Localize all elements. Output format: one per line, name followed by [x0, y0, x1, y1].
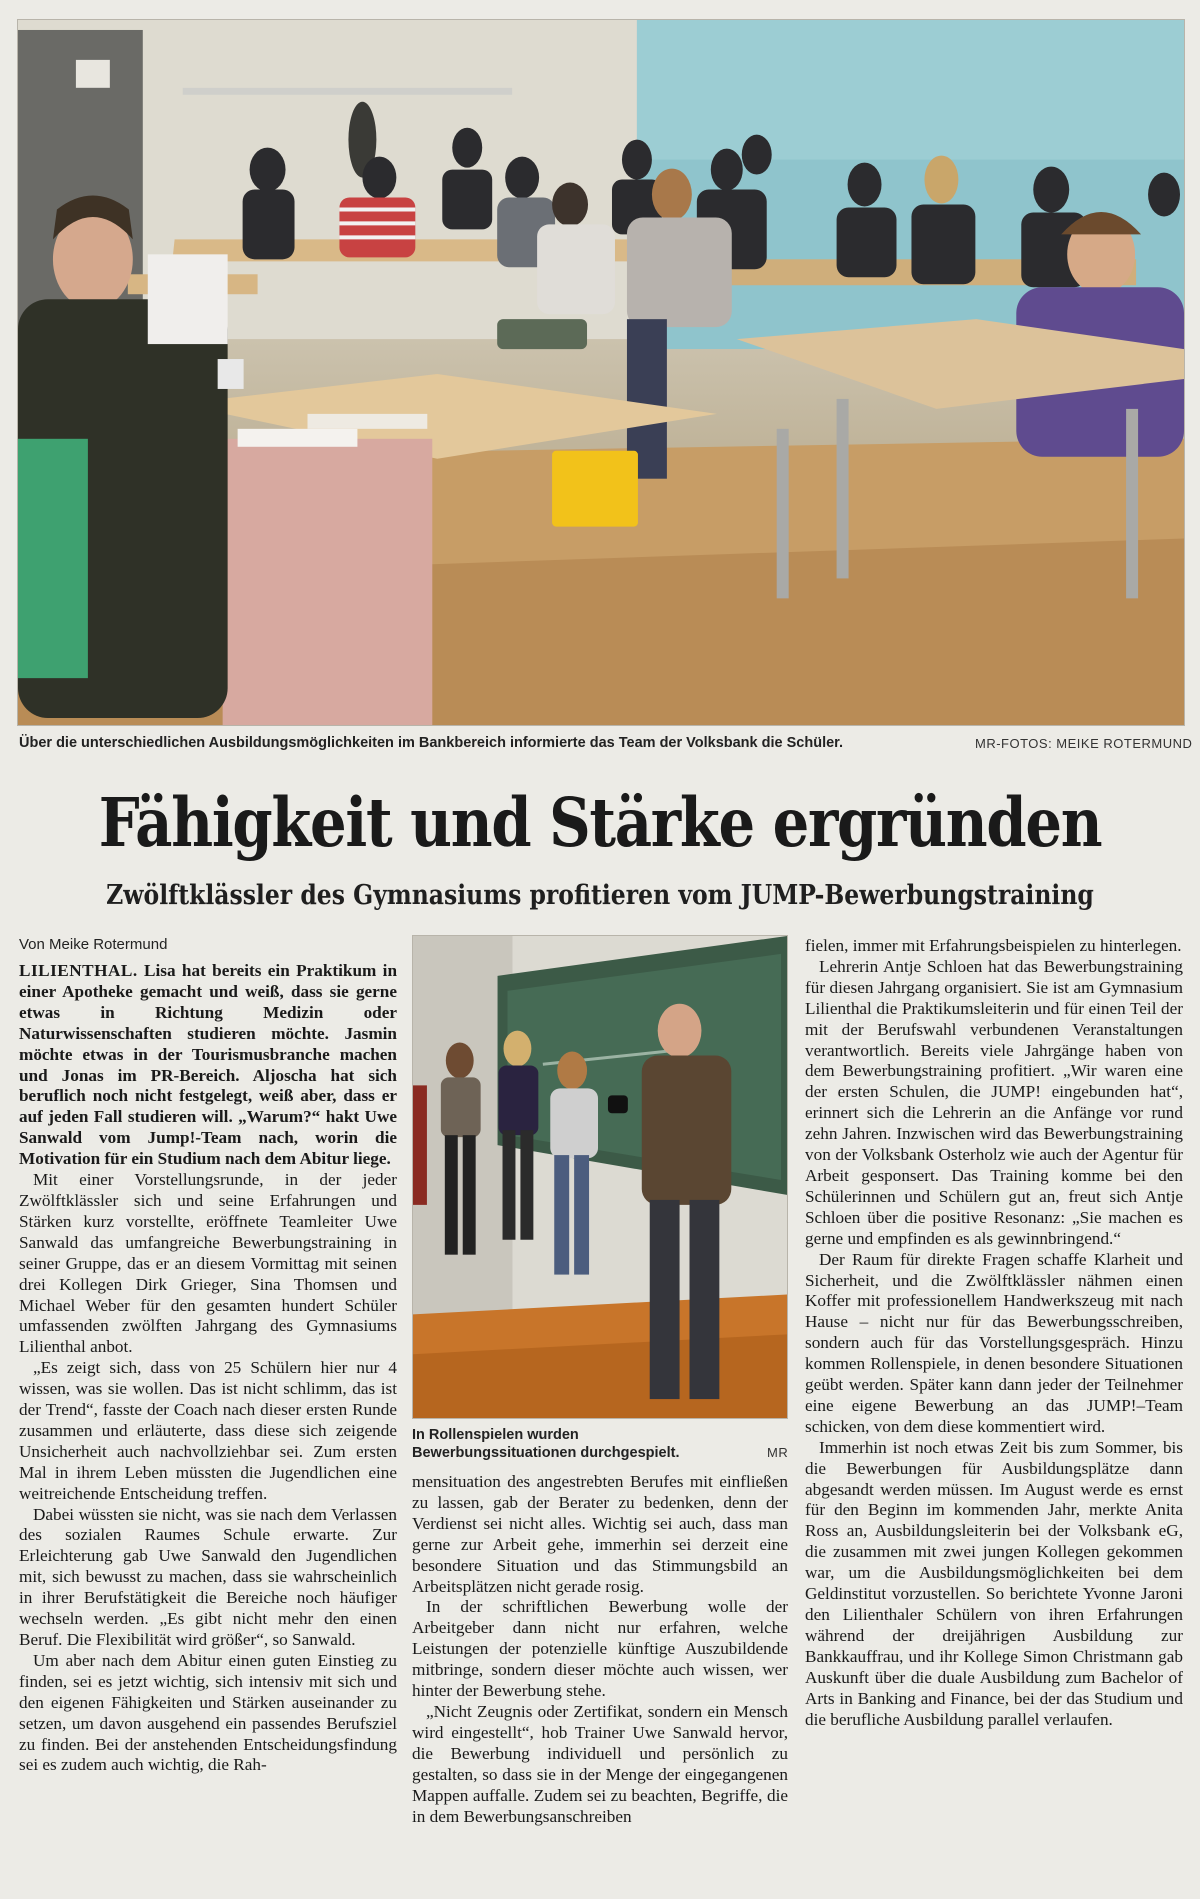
paragraph: Mit einer Vorstellungsrunde, in der jeder Zwölftklässler sich und seine Erfahrungen und Stärken kurz vorstellte, eröffnete Teamleiter Uwe Sanwald das umfangreiche Bewerbungstraining in seiner Gruppe, das er an diesem Vormittag mit seinen drei Kollegen Dirk Grieger, Sina Thomsen und Michael Weber für den gesamten hundert Schüler umfassenden zwölften Jahrgang des Gymnasiums Lilienthal anbot.	[19, 1170, 397, 1357]
classroom-illustration	[18, 20, 1184, 725]
headline: Fähigkeit und Stärke ergründen	[98, 783, 1102, 862]
top-photo-caption: Über die unterschiedlichen Ausbildungsmöglichkeiten im Bankbereich informierte das Team der Volksbank die Schüler.	[19, 735, 844, 751]
paragraph: Der Raum für direkte Fragen schaffe Klarheit und Sicherheit, und die Zwölftklässler nähmen einen Koffer mit professionellem Handwerkszeug mit nach Hause – nicht nur für das Bewerbungsschreiben, sondern auch für das Vorstellungsgespräch. Hinzu kommen Rollenspiele, in denen besondere Situationen geübt werden. Später kann dann jeder der Teilnehmer eine eigene Bewerbung an das JUMP!–Team schicken, von dem diese kommentiert wird.	[805, 1249, 1183, 1436]
paragraph: mensituation des angestrebten Berufes mit einfließen zu lassen, gab der Berater zu bedenken, denn der Verdienst sei nicht alles. Wichtig sei auch, dass man gerne zur Arbeit gehe, immerhin sei derzeit eine besondere Situation und das Stimmungsbild an Arbeitsplätzen nicht gerade rosig.	[412, 1472, 788, 1596]
paragraph: In der schriftlichen Bewerbung wolle der Arbeitgeber dann nicht nur erfahren, welche Leistungen der potenzielle künftige Auszubildende mitbringe, sondern dieser möchte auch wissen, wer hinter der Bewerbung stehe.	[412, 1597, 788, 1701]
mid-photo-caption: In Rollenspielen wurden Bewerbungssituationen durchgespielt.	[412, 1427, 680, 1462]
mid-photo-credit: MR	[767, 1445, 789, 1460]
article-column-3	[805, 936, 1183, 1730]
paragraph: „Nicht Zeugnis oder Zertifikat, sondern ein Mensch wird eingestellt“, hob Trainer Uwe Sanwald hervor, die Bewerbung individuell und persönlich zu gestalten, so dass sie in der Menge der eingegangenen Mappen auffalle. Zudem sei zu beachten, Begriffe, die in dem Bewerbungsanschreiben	[412, 1701, 788, 1826]
byline: Von Meike Rotermund	[19, 936, 168, 953]
paragraph: Lehrerin Antje Schloen hat das Bewerbungstraining für diesen Jahrgang organisiert. Sie ist am Gymnasium Lilienthal die Praktikumsleiterin und für einen Teil der mit der Berufswahl verbundenen Veranstaltungen verantwortlich. Bereits viele Jahrgänge haben von dem Bewerbungstraining profitiert. „Wir waren eine der ersten Schulen, die JUMP! eingebunden hat“, erinnert sich die Lehrerin an die Anfänge vor rund zehn Jahren. Inzwischen wird das Bewerbungstraining von der Volksbank Osterholz wie auch der Agentur für Arbeit gesponsert. Das Training komme bei den Schülerinnen und Schülern gut an, freut sich Antje Schloen über die positive Resonanz: „Sie machen es gerne und empfinden es als gewinnbringend.“	[805, 956, 1183, 1248]
roleplay-photo	[412, 935, 788, 1419]
dateline: LILIENTHAL.	[19, 961, 138, 980]
article-column-1	[19, 961, 397, 1776]
lead-text: Lisa hat bereits ein Praktikum in einer Apotheke gemacht und weiß, dass sie gerne etwas in Richtung Medizin oder Naturwissenschaften studieren möchte. Jasmin möchte etwas in der Tourismusbranche machen und Jonas im PR-Bereich. Aljoscha hat sich beruflich noch nicht festgelegt, weiß aber, dass er auf jeden Fall studieren will. „Warum?“ hakt Uwe Sanwald vom Jump!-Team nach, worin die Motivation für ein Studium nach dem Abitur liege.	[19, 961, 398, 1169]
lead-paragraph	[19, 961, 397, 1170]
roleplay-illustration	[413, 936, 787, 1418]
paragraph: Um aber nach dem Abitur einen guten Einstieg zu finden, sei es jetzt wichtig, sich intensiv mit sich und den eigenen Fähigkeiten und Stärken auseinander zu setzen, um davon ausgehend ein passendes Berufsziel zu finden. Bei der anstehenden Entscheidungsfindung sei es zudem auch wichtig, die Rah-	[19, 1650, 397, 1775]
paragraph: Dabei wüssten sie nicht, was sie nach dem Verlassen des sozialen Raumes Schule erwarte. Zur Erleichterung gab Uwe Sanwald den Jugendlichen mit, sich bewusst zu machen, dass sie wahrscheinlich in ihrer Berufstätigkeit die Bereiche noch häufiger wechseln werden. „Es gibt nicht mehr den einen Beruf. Die Flexibilität wird größer“, so Sanwald.	[19, 1504, 397, 1649]
subheadline: Zwölftklässler des Gymnasiums profitieren vom JUMP-Bewerbungstraining	[106, 880, 1094, 911]
paragraph: Immerhin ist noch etwas Zeit bis zum Sommer, bis die Bewerbungen für Ausbildungsplätze dann abgesandt werden müssen. Im August werde es ernst für den Beginn im kommenden Jahr, merkte Anita Ross an, Ausbildungsleiterin bei der Volksbank eG, die zusammen mit zwei jungen Kollegen gekommen war, um die Ausbildungsmöglichkeiten bei dem Geldinstitut vorzustellen. So berichtete Yvonne Jaroni den Lilienthaler Schülern von ihren Erfahrungen während der dreijährigen Ausbildung zur Bankkauffrau, und ihr Kollege Simon Christmann gab Auskunft über die duale Ausbildung zum Bachelor of Arts in Banking and Finance, bei der das Studium und die berufliche Ausbildung parallel verlaufen.	[805, 1437, 1183, 1729]
top-photo-credit: MR-FOTOS: MEIKE ROTERMUND	[975, 736, 1193, 751]
article-column-2	[412, 1472, 788, 1827]
paragraph: fielen, immer mit Erfahrungsbeispielen zu hinterlegen.	[805, 936, 1182, 955]
paragraph: „Es zeigt sich, dass von 25 Schülern hier nur 4 wissen, was sie wollen. Das ist nicht schlimm, das ist der Trend“, fasste der Coach nach dieser ersten Runde zusammen und erläuterte, dass diese sich zeigende Unsicherheit auch nachvollziehbar sei. Zum ersten Mal in ihrem Leben müssten die Jugendlichen eine weitreichende Entscheidung treffen.	[19, 1358, 397, 1503]
classroom-photo	[17, 19, 1185, 726]
